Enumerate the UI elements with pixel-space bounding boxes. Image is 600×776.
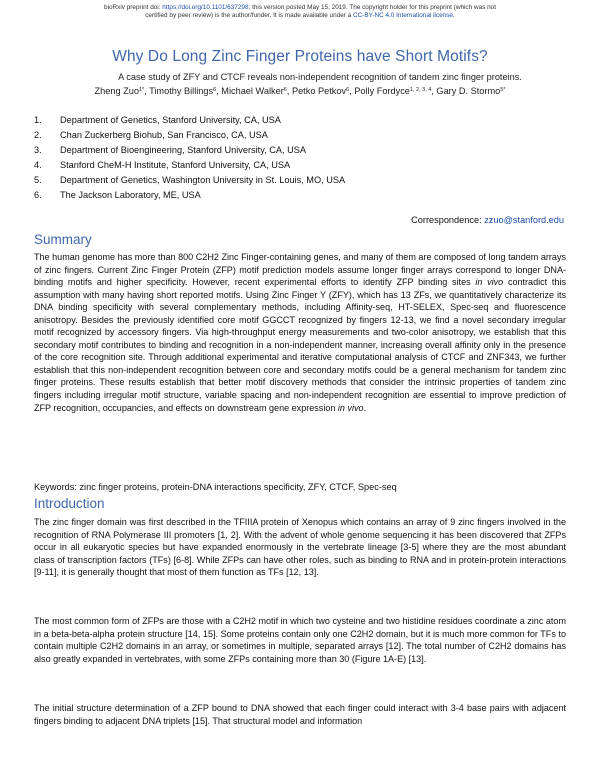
affiliation-number: 5. — [34, 175, 42, 185]
keywords: Keywords: zinc finger proteins, protein-DNA interactions specificity, ZFY, CTCF, Spec-seq — [34, 482, 397, 492]
intro-paragraph-3: The initial structure determination of a ZFP bound to DNA showed that each finger could interact with 3-4 base pairs with adjacent fingers binding to adjacent DNA triplets [15]. That structural model and information — [34, 703, 566, 726]
doi-link[interactable]: https://doi.org/10.1101/637298 — [162, 4, 249, 11]
affiliation-item — [34, 188, 574, 203]
paper-title: Why Do Long Zinc Finger Proteins have Short Motifs? — [112, 48, 488, 65]
author-affiliation-mark: 6 — [213, 87, 217, 93]
paper-subtitle: A case study of ZFY and CTCF reveals non-independent recognition of tandem zinc finger proteins. — [118, 72, 522, 82]
affiliation-text: Stanford CheM-H Institute, Stanford University, CA, USA — [60, 160, 291, 170]
summary-heading: Summary — [34, 232, 92, 247]
affiliation-number: 4. — [34, 160, 42, 170]
author-affiliation-mark: 6 — [346, 87, 350, 93]
author-affiliation-mark: 1, 2, 3, 4 — [409, 87, 432, 93]
affiliation-number: 1. — [34, 115, 42, 125]
affiliation-text: Department of Genetics, Stanford University, CA, USA — [60, 115, 281, 125]
preprint-line2-a: certified by peer review) is the author/funder. It is made available under a — [145, 12, 354, 20]
preprint-line2-b: . — [452, 12, 455, 20]
affiliation-number: 6. — [34, 190, 42, 200]
author-name: Timothy Billings — [149, 86, 214, 96]
correspondence — [411, 215, 564, 225]
author-affiliation-mark: 5* — [500, 87, 506, 93]
author-list: Zheng Zuo$^{1*}$, Timothy Billings$^6$, Michael Walker$^6$, Petko Petkov$^6$, Polly Fordyce$^{1, 2, 3, 4}$, Gary D. Stormo$^{5*}$ — [94, 86, 506, 96]
author-name: Petko Petkov — [291, 86, 347, 96]
affiliation-list — [34, 113, 574, 203]
license-link[interactable]: CC-BY-NC 4.0 International license — [353, 12, 453, 20]
affiliation-number: 3. — [34, 145, 42, 155]
author-name: Polly Fordyce — [354, 86, 410, 96]
summary-text-2: contradict this assumption with many having short reported motifs. Using Zinc Finger Y (ZFY), which has 13 ZFs, we quantitatively characterize its DNA binding specificity with several complementary methods, including Affinity-seq, HT-SELEX, Spec-seq and fluorescence anisotropy. Besides the previously identified core motif GGCCT recognized by fingers 12-13, we find a novel secondary irregular motif recognized by accessory fingers. Via high-throughput energy measurements and two-color anisotropy, we establish that this secondary motif contributes to binding and recognition in a non-independent manner, increasing overall affinity only in the presence of the core recognition site. Through additional experimental and iterative computational analysis of CTCF and ZNF343, we further establish that this non-independent recognition between core and secondary motifs could be a general mechanism for tandem zinc finger proteins. These results establish that better motif discovery methods that consider the intrinsic properties of tandem zinc fingers including irregular motif structure, variable spacing and non-independent recognition are essential to improve prediction of ZFP recognition, occupancies, and effects on downstream gene expression — [34, 277, 566, 413]
affiliation-item — [34, 173, 574, 188]
author-affiliation-mark: 6 — [283, 87, 287, 93]
correspondence-label: Correspondence: — [411, 215, 485, 225]
summary-emphasis-2: in vivo — [337, 402, 364, 413]
correspondence-email-link[interactable]: zzuo@stanford.edu — [484, 215, 564, 225]
summary-emphasis-1: in vivo — [475, 277, 504, 288]
affiliation-item — [34, 143, 574, 158]
summary-paragraph — [34, 251, 566, 414]
affiliation-item — [34, 128, 574, 143]
author-name: Gary D. Stormo — [436, 86, 501, 96]
preprint-line1-b: ; this version posted May 15, 2019. The copyright holder for this preprint (which was not — [248, 4, 496, 11]
intro-paragraph-1: The zinc finger domain was first described in the TFIIIA protein of Xenopus which contains an array of 9 zinc fingers involved in the recognition of RNA Polymerase III promoters [1, 2]. With the advent of whole genome sequencing it has been discovered that ZFPs occur in all eukaryotic species but have expanded enormously in the vertebrate lineage [3-5] where they are the most abundant class of transcription factors (TFs) [6-8]. While ZFPs can have other roles, such as binding to RNA and in protein-protein interactions [9-11], it is generally thought that most of them function as TFs [12, 13]. — [34, 517, 566, 578]
author-affiliation-mark: 1* — [138, 87, 145, 93]
affiliation-text: Department of Bioengineering, Stanford University, CA, USA — [60, 145, 306, 155]
affiliation-text: Chan Zuckerberg Biohub, San Francisco, CA, USA — [60, 130, 268, 140]
preprint-line1-a: bioRxiv preprint doi: — [104, 4, 163, 11]
intro-paragraph-2: The most common form of ZFPs are those with a C2H2 motif in which two cysteine and two histidine residues coordinate a zinc atom in a beta-beta-alpha protein structure [14, 15]. Some proteins contain only one C2H2 domain, but it is much more common for TFs to contain multiple C2H2 domains in an array, or sometimes in multiple, separated arrays [12]. The total number of C2H2 domains has also greatly expanded in vertebrates, with some ZFPs containing more than 30 (Figure 1A-E) [13]. — [34, 616, 566, 664]
affiliation-text: Department of Genetics, Washington University in St. Louis, MO, USA — [60, 175, 346, 185]
affiliation-number: 2. — [34, 130, 42, 140]
summary-text-end: . — [363, 402, 367, 413]
preprint-notice — [0, 4, 600, 21]
affiliation-text: The Jackson Laboratory, ME, USA — [60, 190, 201, 200]
summary-text-1: The human genome has more than 800 C2H2 Zinc Finger-containing genes, and many of them are composed of long tandem arrays of zinc fingers. Current Zinc Finger Protein (ZFP) motif prediction models assume longer finger arrays correspond to longer DNA-binding motifs and higher specificity. However, recent experimental efforts to identify ZFP binding sites — [34, 252, 566, 288]
introduction-heading: Introduction — [34, 496, 105, 511]
author-name: Zheng Zuo — [94, 86, 139, 96]
affiliation-item — [34, 113, 574, 128]
author-name: Michael Walker — [221, 86, 284, 96]
affiliation-item — [34, 158, 574, 173]
